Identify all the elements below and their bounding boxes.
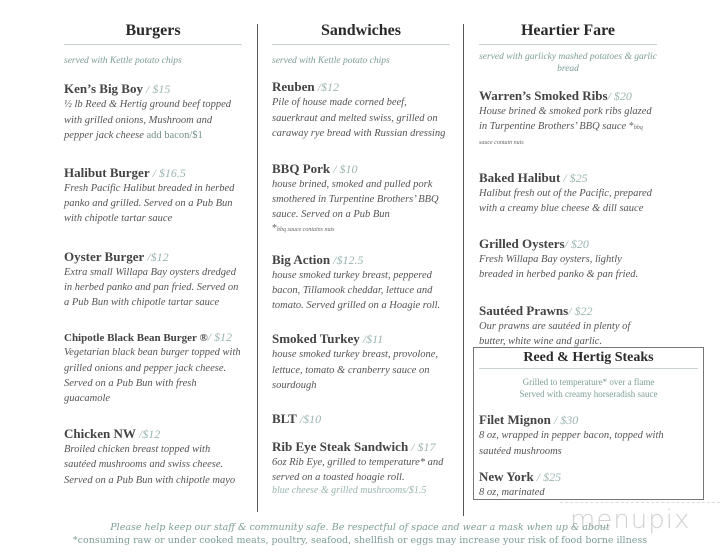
item-price: /$12 [144, 249, 169, 264]
burgers-title: Burgers [64, 22, 242, 45]
item-name: Sautéed Prawns [479, 302, 569, 318]
item-price: / $17 [408, 439, 436, 454]
note-text: bbq sauce contain nuts [479, 124, 643, 147]
item-desc: House brined & smoked pork ribs glazed in Turpentine Brothers’ BBQ sauce [479, 105, 652, 132]
item-name: Warren’s Smoked Ribs [479, 87, 608, 103]
item-addon: blue cheese & grilled mushrooms/$1.5 [272, 485, 427, 497]
item-price: / $25 [560, 170, 588, 185]
item-price: / $20 [607, 88, 632, 103]
menu-item-filet-mignon [479, 412, 698, 458]
item-desc: 8 oz, marinated [479, 486, 545, 498]
item-name: Smoked Turkey [272, 331, 360, 347]
footer-consumption-warning: *consuming raw or under cooked meats, poultry, seafood, shellfish or eggs may increase your risk of food borne illness [72, 535, 648, 546]
item-note [272, 223, 450, 234]
note-text: bbq sauce contains nuts [277, 226, 335, 233]
menu-item-halibut-burger [64, 165, 242, 227]
burgers-subtitle: served with Kettle potato chips [64, 56, 182, 66]
item-name: BBQ Pork [272, 161, 331, 176]
item-name: Rib Eye Steak Sandwich [272, 438, 409, 454]
item-name: Grilled Oysters [479, 236, 565, 252]
item-name: Chicken NW [64, 426, 136, 442]
sandwiches-column [272, 22, 450, 496]
item-price: / $12 [207, 330, 233, 345]
menu-item-smoked-turkey [272, 331, 450, 393]
item-name: Filet Mignon [479, 412, 551, 428]
menu-item-new-york [479, 469, 698, 500]
menu-item-blt [272, 411, 450, 427]
steaks-subtitle-line2: Served with creamy horseradish sauce [519, 388, 658, 399]
steaks-title: Reed & Hertig Steaks [479, 350, 698, 369]
item-desc: Fresh Willapa Bay oysters, lightly breaded in herbed panko & pan fried. [479, 254, 639, 281]
menu-item-grilled-oysters [479, 236, 657, 282]
heartier-fare-column [479, 22, 657, 349]
item-desc: Vegetarian black bean burger topped with grilled onions and pepper jack cheese. Served on a Pub Bun with fresh guacamole [64, 347, 241, 404]
menu-item-baked-halibut [479, 170, 657, 216]
item-desc: Broiled chicken breast topped with sautéed mushrooms and swiss cheese. Served on a Pub Bun with chipotle mayo [64, 444, 236, 486]
item-desc: 6oz Rib Eye, grilled to temperature* and served on a toasted hoagie roll. [272, 456, 444, 484]
item-name: BLT [272, 410, 297, 426]
sandwiches-subtitle: served with Kettle potato chips [272, 56, 390, 66]
steaks-box [473, 347, 704, 500]
item-desc: Extra small Willapa Bay oysters dredged in herbed panko and pan fried. Served on a Pub Bun with chipotle tartar sauce [64, 266, 239, 309]
asterisk-icon: * [628, 120, 634, 132]
column-divider-left [257, 24, 258, 512]
steaks-subtitle [479, 377, 698, 400]
item-desc: Pile of house made corned beef, sauerkraut and melted swiss, grilled on caraway rye bread with Russian dressing [272, 97, 446, 139]
item-price: /$12.5 [330, 252, 364, 267]
steaks-subtitle-line1: Grilled to temperature* over a flame [522, 377, 655, 387]
item-price: / $15 [142, 82, 171, 97]
item-price: / $16.5 [149, 166, 186, 180]
item-price: / $30 [550, 413, 579, 428]
menu-item-oyster-burger [64, 249, 242, 311]
burgers-column [64, 22, 242, 488]
item-price: /$11 [359, 332, 384, 347]
dashed-divider [560, 502, 720, 503]
item-price: / $22 [568, 303, 593, 318]
item-price: /$12 [314, 80, 339, 95]
item-addon: add bacon/$1 [146, 129, 203, 141]
item-price: / $10 [330, 162, 358, 176]
item-price: / $25 [533, 469, 562, 484]
menu-item-chipotle-black-bean-burger [64, 330, 242, 406]
menu-item-rib-eye-steak-sandwich [272, 439, 450, 496]
item-desc: 8 oz, wrapped in pepper bacon, topped with sautéed mushrooms [479, 430, 664, 457]
item-desc: house smoked turkey breast, provolone, lettuce, tomato & cranberry sauce on sourdough [272, 349, 439, 391]
item-name: Reuben [272, 79, 315, 95]
menu-item-reuben [272, 79, 450, 141]
item-name: Big Action [272, 251, 331, 267]
menu-item-warrens-smoked-ribs [479, 88, 657, 150]
column-divider-right [463, 24, 464, 516]
item-desc: house smoked turkey breast, peppered bacon, Tillamook cheddar, lettuce and tomato. Served grilled on a Hoagie roll. [272, 269, 441, 312]
item-desc: Our prawns are sautéed in plenty of butter, white wine and garlic. [479, 320, 631, 347]
item-price: / $20 [564, 237, 589, 252]
menu-item-chicken-nw [64, 426, 242, 488]
item-name: New York [479, 468, 534, 484]
watermark-logo: menupix [570, 505, 691, 535]
item-desc: Halibut fresh out of the Pacific, prepared with a creamy blue cheese & dill sauce [479, 187, 652, 214]
footer-mask-notice: Please help keep our staff & community safe. Be respectful of space and wear a mask when up & about [110, 522, 610, 533]
heartier-fare-title: Heartier Fare [479, 22, 657, 45]
item-desc: ½ lb Reed & Hertig ground beef topped with grilled onions, Mushroom and pepper jack cheese [64, 99, 231, 141]
asterisk-icon: * [272, 222, 277, 234]
item-desc: house brined, smoked and pulled pork smothered in Turpentine Brothers’ BBQ sauce. Served on a Pub Bun [272, 179, 439, 221]
item-name: Oyster Burger [64, 248, 145, 264]
heartier-fare-subtitle: served with garlicky mashed potatoes & garlic bread [479, 52, 657, 75]
item-name: Ken’s Big Boy [64, 81, 143, 97]
sandwiches-title: Sandwiches [272, 22, 450, 45]
item-name: Halibut Burger [64, 165, 150, 180]
item-price: /$10 [296, 411, 322, 426]
item-price: /$12 [135, 427, 161, 442]
item-name: Chipotle Black Bean Burger ® [64, 332, 208, 345]
menu-item-sauteed-prawns [479, 303, 657, 349]
menu-item-big-action [272, 252, 450, 314]
item-name: Baked Halibut [479, 169, 561, 185]
menu-item-kens-big-boy [64, 81, 242, 143]
menu-item-bbq-pork [272, 161, 450, 234]
item-desc: Fresh Pacific Halibut breaded in herbed panko and grilled. Served on a Pub Bun with chipotle tartar sauce [64, 183, 235, 225]
